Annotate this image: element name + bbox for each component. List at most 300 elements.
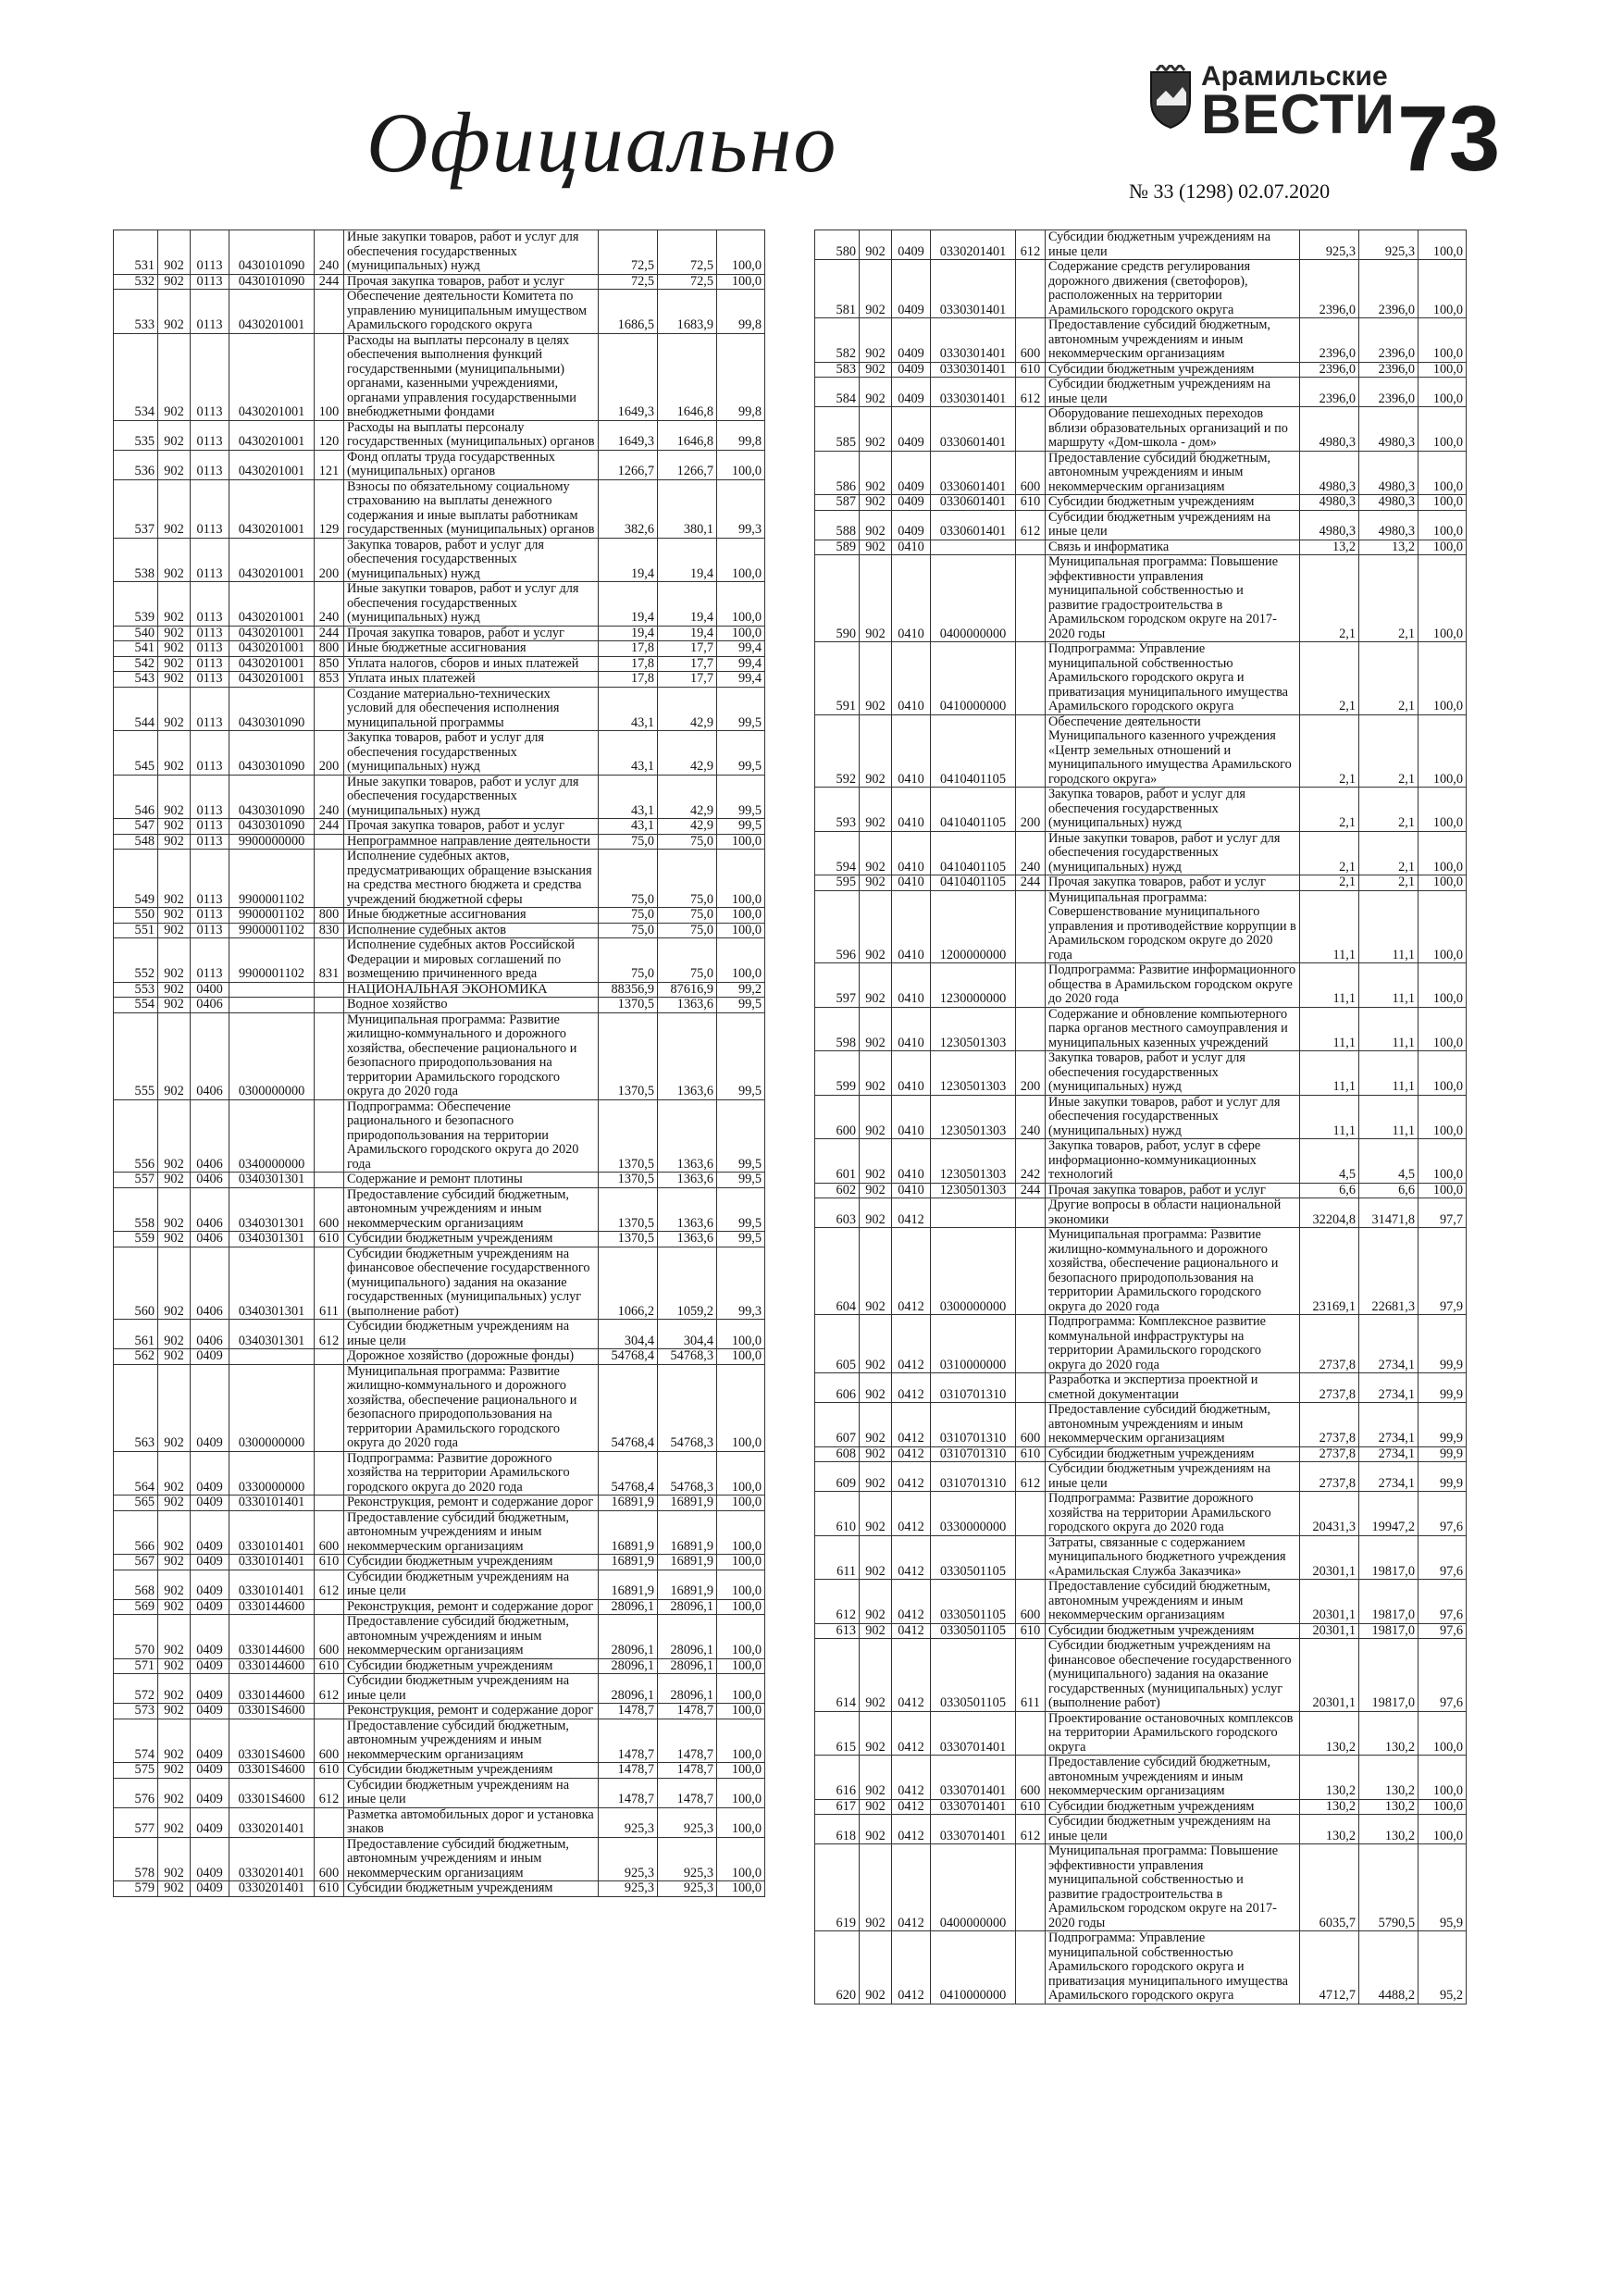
percent: 100,0 [717,1837,765,1881]
row-number: 548 [114,834,158,850]
expense-type [1016,1931,1046,2004]
percent: 100,0 [717,1658,765,1674]
approved-amount: 2396,0 [1300,318,1359,363]
section-code: 0412 [892,1931,931,2004]
percent: 99,3 [717,479,765,538]
issue-info: № 33 (1298) 02.07.2020 [1129,180,1331,203]
expense-type [315,998,344,1013]
approved-amount: 1266,7 [599,450,658,479]
row-number: 567 [114,1555,158,1570]
expense-type [1016,1315,1046,1373]
approved-amount: 1370,5 [599,1187,658,1232]
target-code: 0430201001 [229,656,315,672]
budget-table-right [814,230,1467,2004]
expense-type [1016,1711,1046,1756]
table-row [815,1183,1467,1198]
row-number: 578 [114,1837,158,1881]
section-code: 0409 [892,495,931,511]
target-code: 0340301301 [229,1173,315,1188]
approved-amount: 130,2 [1300,1756,1359,1800]
percent: 99,8 [717,290,765,334]
item-name: Исполнение судебных актов [344,923,599,938]
section-code: 0410 [892,1007,931,1051]
admin-code: 902 [158,687,191,731]
row-number: 607 [815,1403,860,1447]
section-code: 0410 [892,714,931,788]
target-code: 0430201001 [229,582,315,627]
approved-amount: 925,3 [599,1837,658,1881]
expense-type: 121 [315,450,344,479]
executed-amount: 2,1 [1359,875,1419,891]
target-code: 0430201001 [229,333,315,420]
table-row [815,890,1467,963]
item-name: Подпрограмма: Управление муниципальной собственностью Арамильского городского округа и приватизация муниципального имущества Арамильского городского округа [1046,1931,1300,2004]
expense-type [1016,1228,1046,1315]
target-code: 0310701310 [931,1446,1016,1462]
executed-amount: 19,4 [658,626,717,641]
item-name: Предоставление субсидий бюджетным, автономным учреждениям и иным некоммерческим организациям [344,1187,599,1232]
executed-amount: 4488,2 [1359,1931,1419,2004]
section-code: 0409 [191,1496,229,1511]
executed-amount: 4980,3 [1359,407,1419,452]
row-number: 593 [815,788,860,832]
budget-table-left [113,230,765,1897]
target-code: 0330101401 [229,1570,315,1599]
target-code: 9900001102 [229,908,315,924]
admin-code: 902 [860,1462,892,1492]
section-code: 0113 [191,582,229,627]
section-code: 0406 [191,1247,229,1320]
table-row [114,908,765,924]
executed-amount: 11,1 [1359,1095,1419,1139]
item-name: Муниципальная программа: Развитие жилищно-коммунального и дорожного хозяйства, обеспечение рационального и безопасного природопользования на территории Арамильского городского округа до 2020 года [344,1012,599,1099]
item-name: Субсидии бюджетным учреждениям на иные цели [1046,510,1300,540]
item-name: Иные бюджетные ассигнования [344,908,599,924]
expense-type: 600 [315,1719,344,1763]
expense-type: 240 [1016,831,1046,875]
table-row [114,938,765,983]
row-number: 580 [815,230,860,260]
item-name: Иные закупки товаров, работ и услуг для обеспечения государственных (муниципальных) нужд [1046,831,1300,875]
item-name: Субсидии бюджетным учреждениям [1046,1623,1300,1639]
percent: 100,0 [717,1704,765,1719]
section-code: 0412 [892,1844,931,1931]
expense-type [315,1807,344,1837]
section-code: 0412 [892,1799,931,1815]
expense-type: 600 [1016,451,1046,495]
section-code: 0409 [191,1451,229,1496]
table-row [114,1570,765,1599]
executed-amount: 1363,6 [658,998,717,1013]
executed-amount: 925,3 [658,1837,717,1881]
expense-type: 244 [315,274,344,290]
row-number: 544 [114,687,158,731]
item-name: Подпрограмма: Развитие дорожного хозяйства на территории Арамильского городского округа до 2020 года [1046,1492,1300,1536]
percent: 100,0 [1419,362,1467,378]
row-number: 561 [114,1320,158,1349]
section-code: 0113 [191,333,229,420]
item-name: Разработка и экспертиза проектной и сметной документации [1046,1373,1300,1403]
approved-amount: 23169,1 [1300,1228,1359,1315]
expense-type [1016,890,1046,963]
expense-type: 600 [1016,1580,1046,1624]
expense-type [1016,714,1046,788]
item-name: Подпрограмма: Обеспечение рационального и безопасного природопользования на территории Арамильского городского округа до 2020 года [344,1099,599,1173]
target-code: 0300000000 [229,1364,315,1451]
approved-amount: 130,2 [1300,1815,1359,1844]
percent: 100,0 [1419,831,1467,875]
item-name: Прочая закупка товаров, работ и услуг [1046,1183,1300,1198]
percent: 100,0 [1419,1756,1467,1800]
target-code: 9900001102 [229,850,315,908]
admin-code: 902 [158,731,191,776]
executed-amount: 2,1 [1359,714,1419,788]
percent: 97,9 [1419,1228,1467,1315]
executed-amount: 28096,1 [658,1615,717,1659]
executed-amount: 4980,3 [1359,451,1419,495]
approved-amount: 17,8 [599,672,658,688]
section-code: 0113 [191,731,229,776]
executed-amount: 1363,6 [658,1099,717,1173]
table-row [114,641,765,657]
admin-code: 902 [158,850,191,908]
target-code: 0430101090 [229,274,315,290]
admin-code: 902 [860,1492,892,1536]
expense-type: 612 [315,1674,344,1704]
approved-amount: 20301,1 [1300,1623,1359,1639]
item-name: Субсидии бюджетным учреждениям на иные цели [344,1674,599,1704]
item-name: Субсидии бюджетным учреждениям [1046,362,1300,378]
executed-amount: 19817,0 [1359,1535,1419,1580]
item-name: Субсидии бюджетным учреждениям [344,1881,599,1897]
executed-amount: 17,7 [658,641,717,657]
expense-type: 612 [1016,1462,1046,1492]
target-code: 0340301301 [229,1187,315,1232]
executed-amount: 75,0 [658,938,717,983]
item-name: Содержание и обновление компьютерного парка органов местного самоуправления и муниципальных казенных учреждений [1046,1007,1300,1051]
row-number: 582 [815,318,860,363]
executed-amount: 42,9 [658,775,717,819]
admin-code: 902 [860,1580,892,1624]
admin-code: 902 [158,1099,191,1173]
admin-code: 902 [158,1704,191,1719]
approved-amount: 2737,8 [1300,1462,1359,1492]
expense-type [1016,260,1046,318]
section-code: 0412 [892,1228,931,1315]
approved-amount: 1478,7 [599,1763,658,1779]
admin-code: 902 [860,318,892,363]
table-row [114,1719,765,1763]
row-number: 540 [114,626,158,641]
executed-amount: 19817,0 [1359,1623,1419,1639]
table-row [815,1844,1467,1931]
table-row [114,1349,765,1365]
admin-code: 902 [860,1711,892,1756]
percent: 100,0 [1419,1051,1467,1096]
table-row [114,420,765,450]
table-row [815,1815,1467,1844]
executed-amount: 1646,8 [658,333,717,420]
item-name: Муниципальная программа: Повышение эффективности управления муниципальной собственностью и развитие градостроительства в Арамильском городском округе на 2017-2020 годы [1046,1844,1300,1931]
target-code: 1200000000 [931,890,1016,963]
newspaper-logo [1147,54,1395,174]
approved-amount: 1066,2 [599,1247,658,1320]
section-code: 0409 [191,1349,229,1365]
item-name: Субсидии бюджетным учреждениям [344,1555,599,1570]
percent: 99,2 [717,982,765,998]
table-row [114,1778,765,1807]
table-row [815,1711,1467,1756]
expense-type: 612 [1016,1815,1046,1844]
percent: 100,0 [1419,788,1467,832]
executed-amount: 17,7 [658,656,717,672]
percent: 99,5 [717,775,765,819]
target-code: 0330201401 [229,1807,315,1837]
approved-amount: 20431,3 [1300,1492,1359,1536]
executed-amount: 5790,5 [1359,1844,1419,1931]
section-code: 0409 [191,1778,229,1807]
admin-code: 902 [158,1232,191,1247]
percent: 99,9 [1419,1462,1467,1492]
item-name: Субсидии бюджетным учреждениям на иные цели [1046,378,1300,407]
executed-amount: 42,9 [658,687,717,731]
approved-amount: 16891,9 [599,1570,658,1599]
expense-type: 244 [1016,875,1046,891]
section-code: 0410 [892,1139,931,1184]
executed-amount: 130,2 [1359,1711,1419,1756]
row-number: 556 [114,1099,158,1173]
percent: 100,0 [717,1451,765,1496]
target-code: 0330501105 [931,1639,1016,1712]
section-code: 0113 [191,230,229,275]
percent: 99,5 [717,1099,765,1173]
section-code: 0113 [191,672,229,688]
percent: 100,0 [717,1674,765,1704]
row-number: 543 [114,672,158,688]
executed-amount: 2396,0 [1359,362,1419,378]
table-row [114,1599,765,1615]
admin-code: 902 [860,540,892,555]
table-row [114,731,765,776]
percent: 99,4 [717,656,765,672]
target-code: 0310701310 [931,1403,1016,1447]
expense-type: 600 [315,1837,344,1881]
percent: 100,0 [717,582,765,627]
row-number: 586 [815,451,860,495]
table-row [114,1320,765,1349]
percent: 100,0 [717,538,765,582]
expense-type [315,1012,344,1099]
row-number: 532 [114,274,158,290]
expense-type: 831 [315,938,344,983]
row-number: 537 [114,479,158,538]
executed-amount: 1266,7 [658,450,717,479]
approved-amount: 75,0 [599,923,658,938]
table-row [815,1403,1467,1447]
percent: 95,9 [1419,1844,1467,1931]
executed-amount: 2734,1 [1359,1315,1419,1373]
admin-code: 902 [860,788,892,832]
expense-type [1016,1535,1046,1580]
section-code: 0412 [892,1711,931,1756]
executed-amount: 1478,7 [658,1704,717,1719]
item-name: Субсидии бюджетным учреждениям [1046,495,1300,511]
row-number: 614 [815,1639,860,1712]
section-code: 0410 [892,1183,931,1198]
section-code: 0406 [191,1232,229,1247]
table-row [114,1173,765,1188]
section-code: 0409 [191,1555,229,1570]
executed-amount: 17,7 [658,672,717,688]
item-name: Непрограммное направление деятельности [344,834,599,850]
table-row [114,1187,765,1232]
target-code: 0330701401 [931,1799,1016,1815]
target-code: 0330701401 [931,1711,1016,1756]
admin-code: 902 [158,230,191,275]
expense-type: 244 [315,819,344,835]
target-code: 0310701310 [931,1373,1016,1403]
percent: 100,0 [717,923,765,938]
row-number: 612 [815,1580,860,1624]
section-code: 0412 [892,1580,931,1624]
percent: 100,0 [717,1881,765,1897]
target-code [229,982,315,998]
executed-amount: 925,3 [658,1807,717,1837]
table-row [114,687,765,731]
expense-type: 612 [315,1570,344,1599]
row-number: 550 [114,908,158,924]
approved-amount: 130,2 [1300,1711,1359,1756]
percent: 97,6 [1419,1535,1467,1580]
approved-amount: 1478,7 [599,1704,658,1719]
approved-amount: 16891,9 [599,1496,658,1511]
admin-code: 902 [860,555,892,642]
item-name: Создание материально-технических условий для обеспечения исполнения муниципальной программы [344,687,599,731]
section-code: 0409 [191,1510,229,1555]
target-code: 03301S4600 [229,1778,315,1807]
table-row [815,1462,1467,1492]
section-code: 0409 [892,362,931,378]
executed-amount: 54768,3 [658,1451,717,1496]
section-code: 0409 [892,378,931,407]
section-code: 0409 [191,1599,229,1615]
admin-code: 902 [158,333,191,420]
target-code: 0330101401 [229,1510,315,1555]
row-number: 611 [815,1535,860,1580]
percent: 100,0 [717,1320,765,1349]
expense-type: 800 [315,908,344,924]
item-name: Иные закупки товаров, работ и услуг для обеспечения государственных (муниципальных) нужд [344,230,599,275]
admin-code: 902 [158,450,191,479]
item-name: Водное хозяйство [344,998,599,1013]
row-number: 576 [114,1778,158,1807]
item-name: Расходы на выплаты персоналу государственных (муниципальных) органов [344,420,599,450]
approved-amount: 1686,5 [599,290,658,334]
executed-amount: 72,5 [658,230,717,275]
table-row [114,1099,765,1173]
table-row [114,656,765,672]
admin-code: 902 [158,1187,191,1232]
percent: 100,0 [1419,1815,1467,1844]
row-number: 616 [815,1756,860,1800]
percent: 97,6 [1419,1492,1467,1536]
item-name: Предоставление субсидий бюджетным, автономным учреждениям и иным некоммерческим организациям [344,1719,599,1763]
admin-code: 902 [158,982,191,998]
percent: 100,0 [717,1510,765,1555]
approved-amount: 2737,8 [1300,1403,1359,1447]
item-name: Закупка товаров, работ и услуг для обеспечения государственных (муниципальных) нужд [344,538,599,582]
expense-type: 200 [1016,1051,1046,1096]
admin-code: 902 [158,908,191,924]
section-code: 0412 [892,1535,931,1580]
approved-amount: 28096,1 [599,1615,658,1659]
percent: 99,5 [717,1232,765,1247]
admin-code: 902 [158,938,191,983]
row-number: 554 [114,998,158,1013]
row-number: 572 [114,1674,158,1704]
approved-amount: 2,1 [1300,642,1359,715]
percent: 100,0 [1419,510,1467,540]
section-title: Официально [366,95,838,190]
table-row [114,1012,765,1099]
section-code: 0410 [892,1051,931,1096]
target-code: 9900001102 [229,923,315,938]
admin-code: 902 [860,1139,892,1184]
item-name: Содержание и ремонт плотины [344,1173,599,1188]
row-number: 563 [114,1364,158,1451]
expense-type [1016,540,1046,555]
approved-amount: 72,5 [599,230,658,275]
table-row [815,1580,1467,1624]
executed-amount: 19817,0 [1359,1580,1419,1624]
table-row [114,1881,765,1897]
row-number: 531 [114,230,158,275]
expense-type [315,1364,344,1451]
expense-type: 244 [315,626,344,641]
table-row [114,1674,765,1704]
target-code: 0330701401 [931,1756,1016,1800]
expense-type [1016,1844,1046,1931]
expense-type: 129 [315,479,344,538]
percent: 100,0 [717,1570,765,1599]
item-name: Иные закупки товаров, работ и услуг для обеспечения государственных (муниципальных) нужд [1046,1095,1300,1139]
target-code: 0430201001 [229,479,315,538]
admin-code: 902 [860,1844,892,1931]
expense-type: 611 [315,1247,344,1320]
approved-amount: 1478,7 [599,1778,658,1807]
approved-amount: 2737,8 [1300,1446,1359,1462]
expense-type: 611 [1016,1639,1046,1712]
expense-type: 830 [315,923,344,938]
target-code [229,1349,315,1365]
target-code: 0330000000 [229,1451,315,1496]
section-code: 0412 [892,1198,931,1228]
section-code: 0412 [892,1462,931,1492]
approved-amount: 28096,1 [599,1658,658,1674]
executed-amount: 28096,1 [658,1674,717,1704]
admin-code: 902 [860,890,892,963]
table-row [114,290,765,334]
percent: 100,0 [717,908,765,924]
target-code: 0410000000 [931,1931,1016,2004]
target-code: 1230501303 [931,1095,1016,1139]
section-code: 0412 [892,1315,931,1373]
target-code: 0430201001 [229,420,315,450]
section-code: 0409 [892,407,931,452]
row-number: 536 [114,450,158,479]
table-row [114,1704,765,1719]
item-name: Закупка товаров, работ, услуг в сфере информационно-коммуникационных технологий [1046,1139,1300,1184]
